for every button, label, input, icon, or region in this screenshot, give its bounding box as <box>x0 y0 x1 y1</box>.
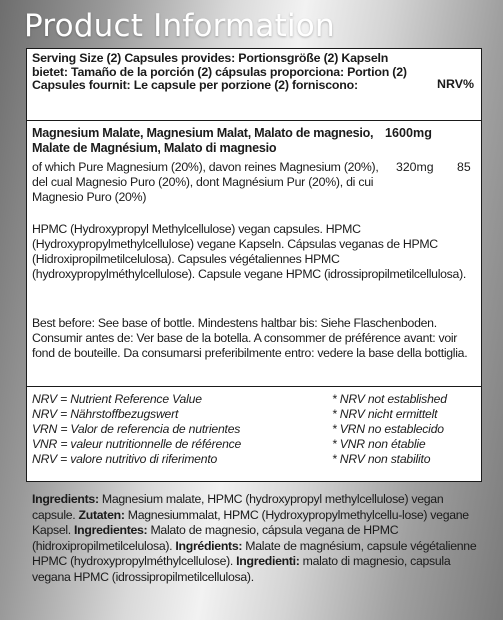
serving-section <box>27 49 481 121</box>
nrv-legend-definitions <box>32 392 241 467</box>
ingredients-text <box>32 492 482 586</box>
ingredients-de: Magnesiummalat, HPMC (Hydroxypropylmethylcellu-lose) vegane Kapsel. <box>32 507 469 538</box>
nutrient-section <box>27 121 481 387</box>
ingredients-en: Magnesium malate, HPMC (hydroxypropyl methylcellulose) vegan capsule. <box>32 492 444 522</box>
legend-note: * VNR non établie <box>332 437 426 451</box>
best-before-note: Best before: See base of bottle. Mindestens haltbar bis: Siehe Flaschenboden. Consumir antes de: Ver base de la botella. A consommer de préférence avant: voir fond de bouteille. Da consumarsi preferibilmente entro: vedere la base della bottiglia. <box>32 316 468 360</box>
ingredients-label-fr: Ingrédients: <box>175 538 243 553</box>
ingredients-label-en: Ingredients: <box>32 492 99 506</box>
legend-note: * NRV not established <box>332 392 447 406</box>
nutrition-panel <box>26 48 482 482</box>
legend-note: * VRN no establecido <box>332 422 444 436</box>
legend-line: VRN = Valor de referencia de nutrientes <box>32 422 241 436</box>
magnesium-malate-amount: 1600mg <box>385 126 432 140</box>
legend-line: NRV = Nährstoffbezugswert <box>32 407 179 421</box>
ingredients-label-de: Zutaten: <box>78 507 125 522</box>
nrv-legend-notes <box>332 392 447 467</box>
magnesium-malate-label: Magnesium Malate, Magnesium Malat, Malato de magnesio, Malate de Magnésium, Malato di magnesio <box>32 126 374 155</box>
legend-line: NRV = valore nutritivo di riferimento <box>32 452 218 466</box>
legend-line: NRV = Nutrient Reference Value <box>32 392 202 406</box>
ingredients-es: Malato de magnesio, cápsula vegana de HPMC (hidroxipropilmetilcelulosa). <box>32 523 399 553</box>
serving-size-text: Serving Size (2) Capsules provides: Portionsgröße (2) Kapseln bietet: Tamaño de la porción (2) cápsulas proporciona: Portion (2) Capsules fournit: Le capsule per porzione (2) forniscono: <box>32 51 407 93</box>
ingredients-it: malato di magnesio, capsula vegana HPMC (idrossipropilmetilcellulosa). <box>32 554 451 584</box>
pure-magnesium-amount: 320mg <box>396 160 434 174</box>
ingredients-label-it: Ingredienti: <box>236 554 300 569</box>
capsule-note: HPMC (Hydroxypropyl Methylcellulose) vegan capsules. HPMC (Hydroxypropylmethylcellulose) vegane Kapseln. Cápsulas veganas de HPMC (Hidroxipropilmetilcelulosa). Capsules végétaliennes HPMC (hydroxypropylméthylcellulose). Capsule vegane HPMC (idrossipropilmetilcellulosa). <box>32 222 466 281</box>
pure-magnesium-label: of which Pure Magnesium (20%), davon reines Magnesium (20%), del cual Magnesio Puro (20%), dont Magnésium Pur (20%), di cui Magnesio Puro (20%) <box>32 160 379 204</box>
legend-line: VNR = valeur nutritionnelle de référence <box>32 437 242 451</box>
legend-note: * NRV nicht ermittelt <box>332 407 438 421</box>
page-title: Product Information <box>24 8 335 44</box>
legend-note: * NRV non stabilito <box>332 452 431 466</box>
pure-magnesium-nrv: 85 <box>457 160 471 174</box>
nrv-header: NRV% <box>437 77 474 91</box>
ingredients-label-es: Ingredientes: <box>74 523 148 538</box>
ingredients-fr: Malate de magnésium, capsule végétalienne HPMC (hydroxypropylméthylcellulose). <box>32 538 477 569</box>
